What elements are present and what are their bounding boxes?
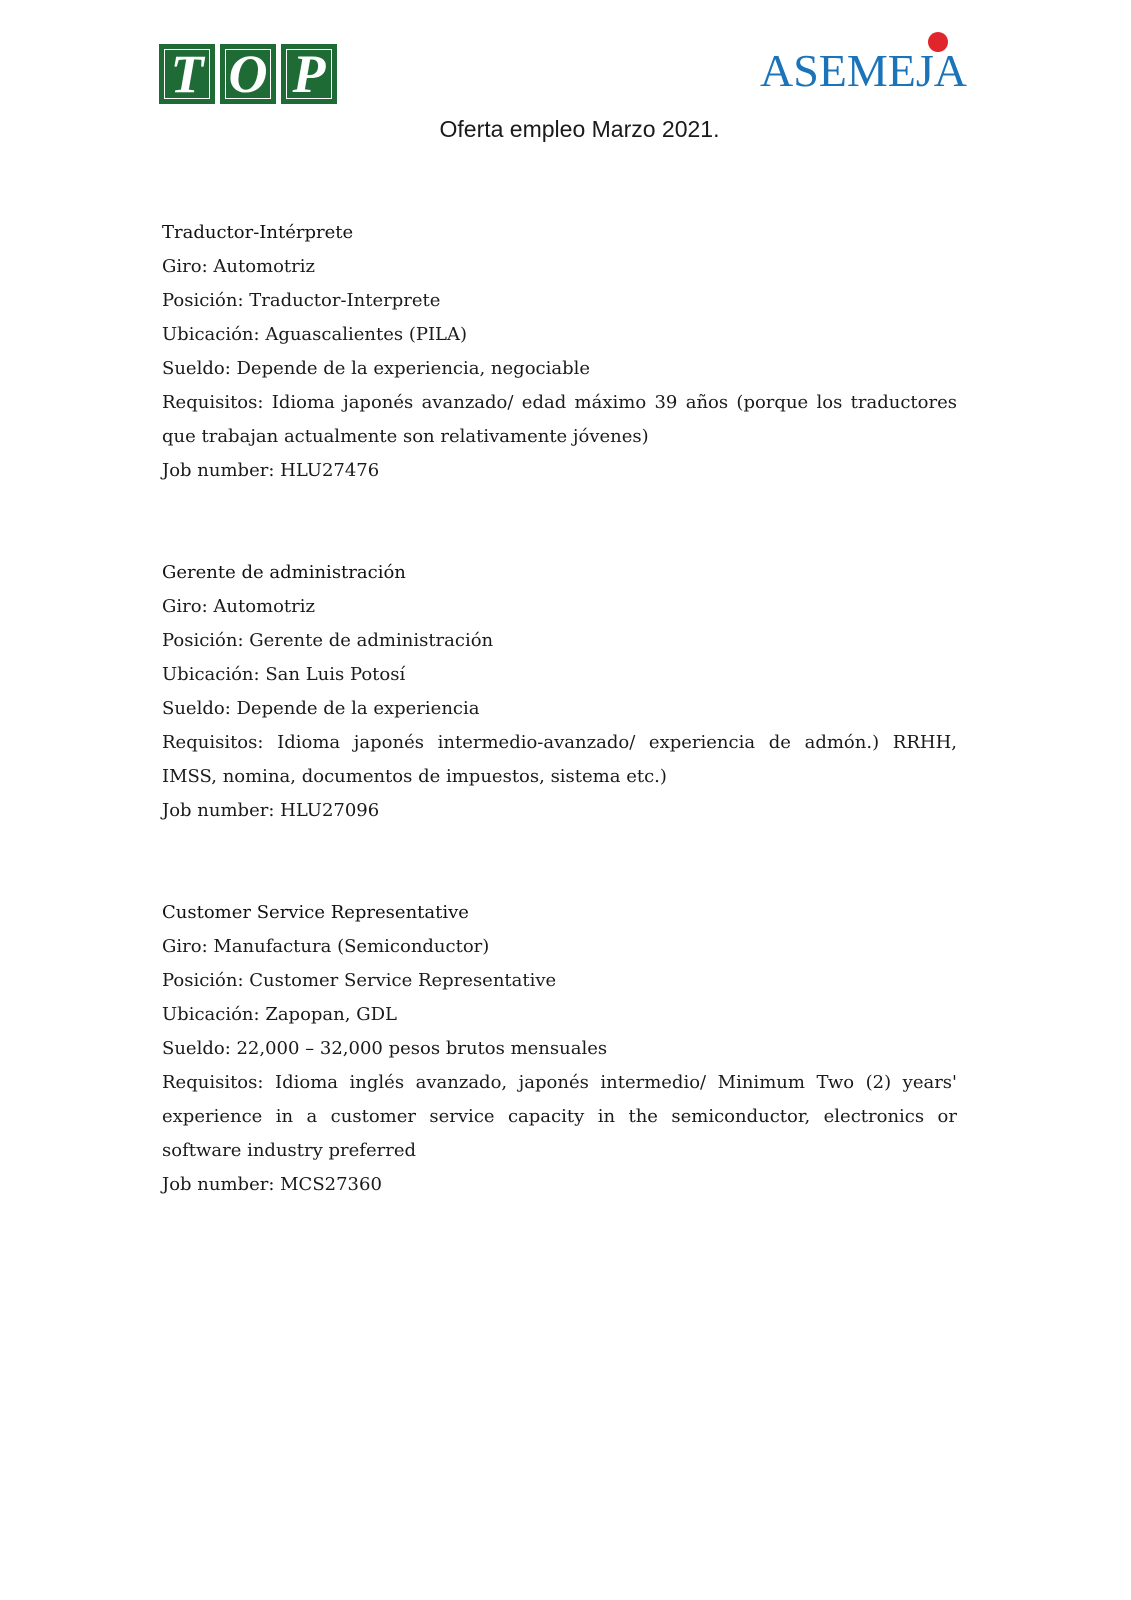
job-offers-list [162, 216, 957, 1270]
asemeja-logo-text: ASEMEJA [760, 45, 968, 96]
job-offer-posicion: Posición: Traductor-Interprete [162, 290, 441, 311]
job-offer-ubicacion: Ubicación: Aguascalientes (PILA) [162, 324, 468, 345]
job-offer-sueldo: Sueldo: Depende de la experiencia, negociable [162, 358, 591, 379]
job-offer-requisitos: Requisitos: Idioma japonés intermedio-avanzado/ experiencia de admón.) RRHH, IMSS, nomina, documentos de impuestos, sistema etc.) [162, 732, 957, 787]
top-logo-letter-p: P [281, 44, 337, 104]
job-offer-posicion: Posición: Gerente de administración [162, 630, 494, 651]
job-offer-requisitos: Requisitos: Idioma japonés avanzado/ edad máximo 39 años (porque los traductores que trabajan actualmente son relativamente jóvenes) [162, 392, 957, 447]
job-offer [162, 556, 957, 828]
job-offer-title: Traductor-Intérprete [162, 222, 354, 243]
job-offer-giro: Giro: Automotriz [162, 256, 316, 277]
job-offer-title: Customer Service Representative [162, 902, 469, 923]
job-offer-sueldo: Sueldo: Depende de la experiencia [162, 698, 480, 719]
job-offer-requisitos: Requisitos: Idioma inglés avanzado, japonés intermedio/ Minimum Two (2) years' experience in a customer service capacity in the semiconductor, electronics or software industry preferred [162, 1072, 957, 1161]
page-title: Oferta empleo Marzo 2021. [439, 116, 720, 142]
top-logo [159, 44, 337, 104]
job-offer-job-number: Job number: HLU27476 [162, 460, 380, 481]
job-offer-sueldo: Sueldo: 22,000 – 32,000 pesos brutos mensuales [162, 1038, 608, 1059]
job-offer-job-number: Job number: MCS27360 [162, 1174, 382, 1195]
top-logo-letter-t: T [159, 44, 215, 104]
job-offer-ubicacion: Ubicación: San Luis Potosí [162, 664, 406, 685]
job-offer-posicion: Posición: Customer Service Representative [162, 970, 557, 991]
top-logo-letter-o: O [220, 44, 276, 104]
job-offer-giro: Giro: Automotriz [162, 596, 316, 617]
job-offer-ubicacion: Ubicación: Zapopan, GDL [162, 1004, 397, 1025]
asemeja-logo [760, 30, 975, 110]
job-offer-giro: Giro: Manufactura (Semiconductor) [162, 936, 490, 957]
job-offer-job-number: Job number: HLU27096 [162, 800, 380, 821]
job-offer-title: Gerente de administración [162, 562, 406, 583]
job-offer [162, 216, 957, 488]
job-offer [162, 896, 957, 1202]
